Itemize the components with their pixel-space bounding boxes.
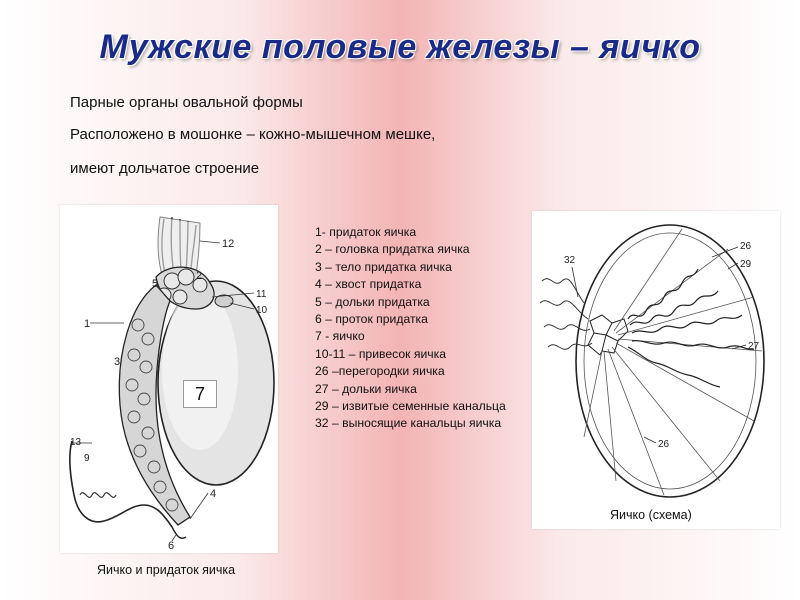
efferent-ducts — [540, 279, 592, 350]
testis-scheme-figure — [532, 211, 780, 529]
label-9: 9 — [84, 453, 90, 464]
label-4: 4 — [210, 488, 217, 500]
label-11: 11 — [256, 289, 267, 300]
legend-item: 29 – извитые семенные канальца — [315, 399, 506, 414]
intro-line-1: Парные органы овальной формы — [70, 94, 303, 111]
intro-line-2: Расположено в мошонке – кожно-мышечном мешке, — [70, 126, 436, 143]
label-1: 1 — [84, 318, 91, 330]
label-5: 5 — [152, 278, 159, 290]
label-2: 2 — [196, 270, 203, 282]
legend-item: 32 – выносящие канальцы яичка — [315, 416, 502, 431]
right-figure-caption: Яичко (схема) — [610, 508, 692, 522]
label-3: 3 — [114, 356, 121, 368]
testis-scheme-drawing — [532, 211, 780, 529]
label-13: 13 — [70, 437, 82, 448]
legend-item: 6 – проток придатка — [315, 312, 428, 327]
label-10: 10 — [256, 305, 268, 316]
legend-item: 1- придаток яичка — [315, 225, 417, 239]
testis-epididymis-drawing — [60, 205, 278, 553]
legend-item: 10-11 – привесок яичка — [315, 346, 446, 361]
legend-item: 4 – хвост придатка — [315, 277, 422, 292]
testis-epididymis-figure — [60, 205, 278, 553]
left-figure-caption: Яичко и придаток яичка — [97, 563, 236, 577]
legend-list — [315, 224, 515, 433]
legend-item: 27 – дольки яичка — [315, 381, 417, 396]
testis-number-label: 7 — [183, 380, 217, 408]
label-32: 32 — [564, 255, 576, 266]
intro-line-3: имеют дольчатое строение — [70, 160, 260, 177]
label-6: 6 — [168, 540, 175, 552]
seminiferous-tubules — [628, 269, 754, 387]
label-26-bottom: 26 — [658, 439, 670, 450]
legend-item: 5 – дольки придатка — [315, 294, 430, 309]
slide-title: Мужские половые железы – яичко — [99, 28, 701, 66]
label-29: 29 — [740, 259, 752, 270]
label-27: 27 — [748, 341, 760, 352]
tunica-outline — [576, 225, 764, 497]
label-12: 12 — [222, 238, 235, 250]
legend-item: 2 – головка придатка яичка — [315, 242, 470, 257]
label-26-top: 26 — [740, 241, 752, 252]
legend-item: 7 - яичко — [315, 329, 365, 344]
legend-item: 26 –перегородки яичка — [315, 364, 445, 379]
legend-item: 3 – тело придатка яичка — [315, 259, 452, 274]
